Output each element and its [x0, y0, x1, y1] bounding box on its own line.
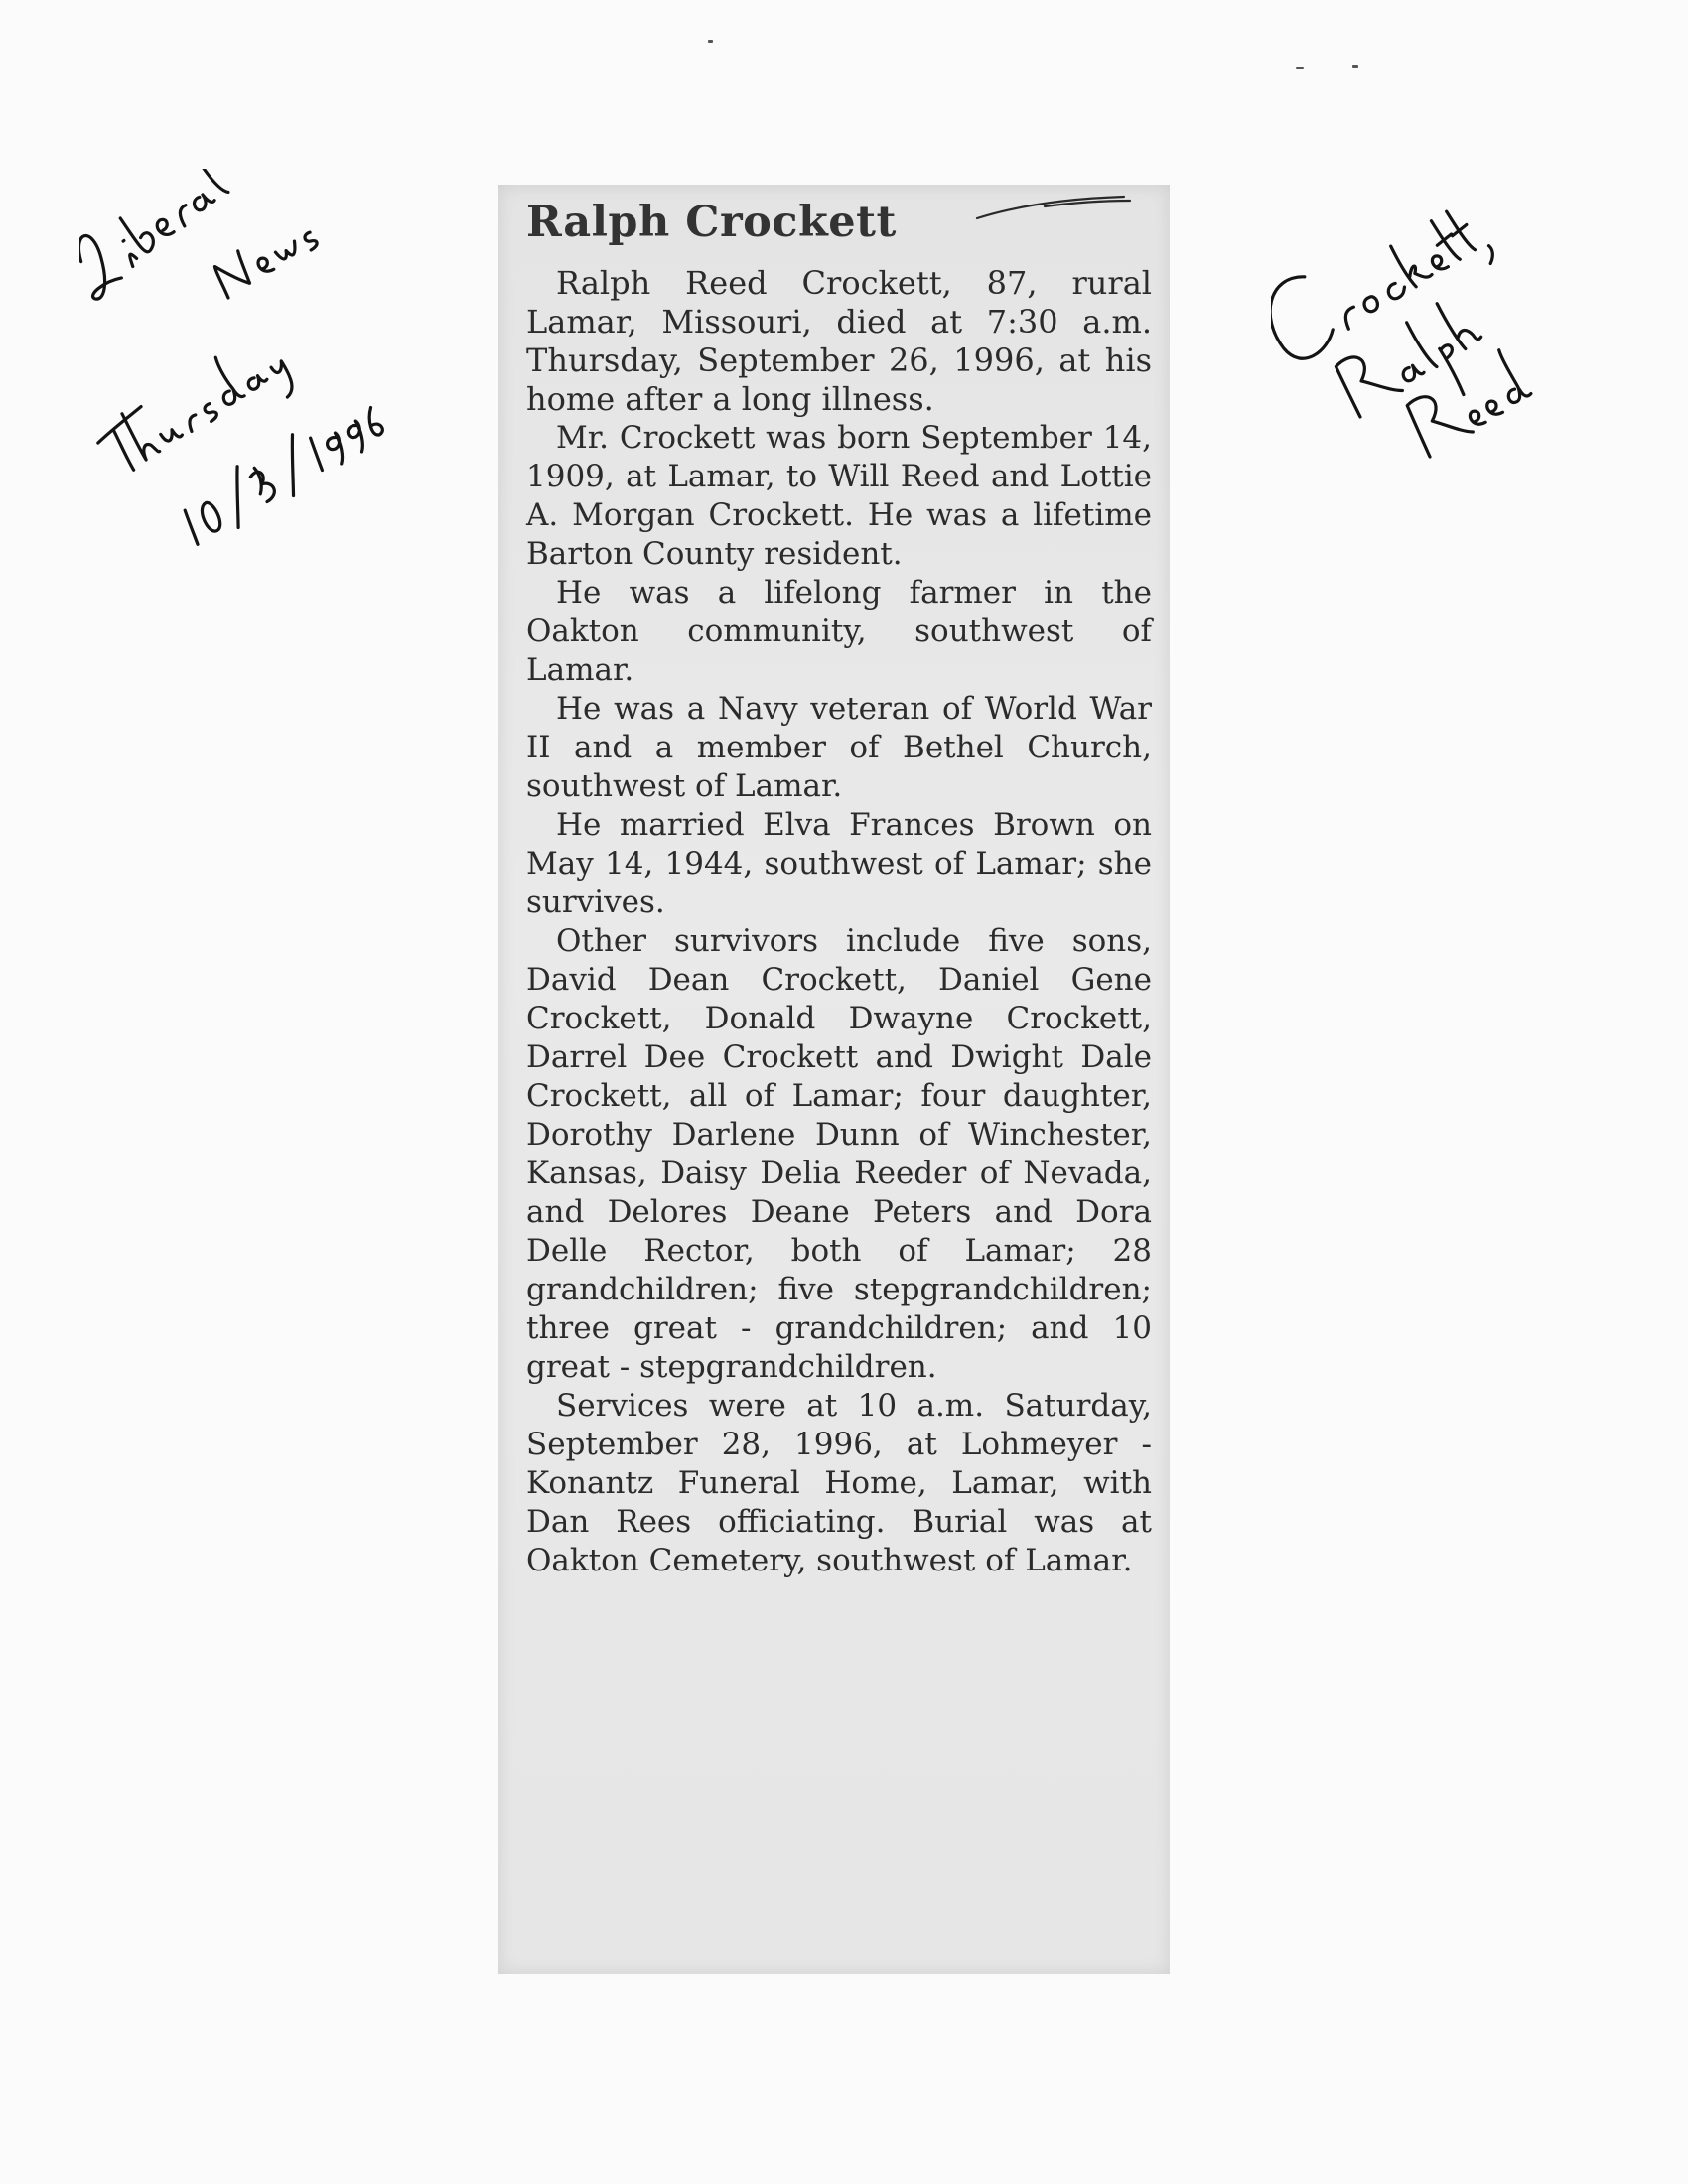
obituary-paragraph: He married Elva Frances Brown on May 14, 1944, southwest of Lamar; she survives. — [526, 807, 1152, 920]
obituary-article — [526, 195, 1152, 1580]
newspaper-clipping — [498, 185, 1170, 1974]
obituary-headline: Ralph Crockett — [526, 198, 897, 247]
obituary-body — [526, 264, 1152, 1580]
obituary-paragraph: Mr. Crockett was born September 14, 1909, at Lamar, to Will Reed and Lottie A. Morgan Crockett. He was a lifetime Barton County resident. — [526, 420, 1152, 572]
obituary-paragraph: He was a Navy veteran of World War II and a member of Bethel Church, southwest of Lamar. — [526, 691, 1152, 804]
handwritten-note-right — [1271, 159, 1628, 477]
scan-speck — [708, 40, 713, 43]
obituary-paragraph: Ralph Reed Crockett, 87, rural Lamar, Missouri, died at 7:30 a.m. Thursday, September 26, 1996, at his home after a long illness. — [526, 264, 1152, 418]
handwritten-note-left — [79, 169, 457, 566]
scan-speck — [1352, 65, 1358, 68]
obituary-paragraph: Services were at 10 a.m. Saturday, September 28, 1996, at Lohmeyer - Konantz Funeral Home, Lamar, with Dan Rees officiating. Burial was at Oakton Cemetery, southwest of Lamar. — [526, 1388, 1152, 1578]
obituary-paragraph: Other survivors include five sons, David Dean Crockett, Daniel Gene Crockett, Donald Dwayne Crockett, Darrel Dee Crockett and Dwight Dale Crockett, all of Lamar; four daughter, Dorothy Darlene Dunn of Winchester, Kansas, Daisy Delia Reeder of Nevada, and Delores Deane Peters and Dora Delle Rector, both of Lamar; 28 grandchildren; five stepgrandchildren; three great - grandchildren; and 10 great - stepgrandchildren. — [526, 923, 1152, 1385]
obituary-paragraph: He was a lifelong farmer in the Oakton community, southwest of Lamar. — [526, 575, 1152, 688]
scan-speck — [1296, 67, 1304, 69]
